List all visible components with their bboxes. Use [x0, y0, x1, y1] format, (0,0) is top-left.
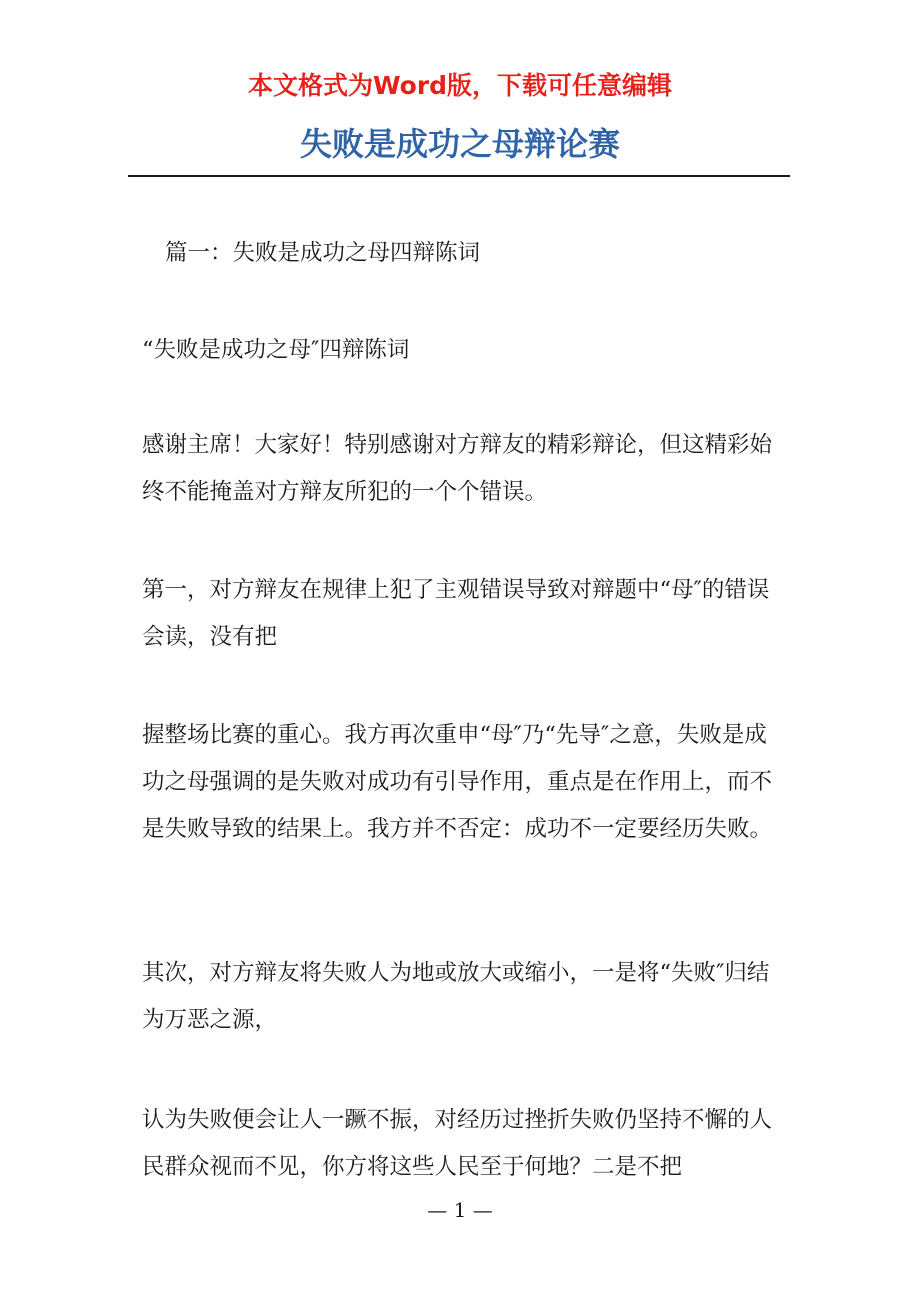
- paragraph-first-point: 第一，对方辩友在规律上犯了主观错误导致对辩题中“母″的错误会读，没有把: [142, 577, 770, 650]
- page-number: — 1 —: [427, 1198, 493, 1222]
- section-heading: 篇一：失败是成功之母四辩陈词: [165, 240, 481, 266]
- paragraph-opening: 感谢主席！大家好！特别感谢对方辩友的精彩辩论，但这精彩始终不能掩盖对方辩友所犯的一个个错误。: [142, 432, 773, 505]
- word-format-banner: 本文格式为Word版，下载可任意编辑: [247, 71, 673, 100]
- paragraph-second-point: 其次，对方辩友将失败人为地或放大或缩小，一是将“失败″归结为万恶之源，: [142, 960, 770, 1033]
- document-title: 失败是成功之母辩论赛: [299, 125, 620, 163]
- title-divider: [128, 175, 790, 177]
- paragraph-subtitle: “失败是成功之母″四辩陈词: [142, 337, 410, 363]
- paragraph-second-point-continued: 认为失败便会让人一蹶不振，对经历过挫折失败仍坚持不懈的人民群众视而不见，你方将这些人民至于何地？二是不把: [142, 1107, 773, 1180]
- paragraph-first-point-continued: 握整场比赛的重心。我方再次重申“母″乃“先导″之意，失败是成功之母强调的是失败对成功有引导作用，重点是在作用上，而不是失败导致的结果上。我方并不否定：成功不一定要经历失败。: [142, 722, 773, 842]
